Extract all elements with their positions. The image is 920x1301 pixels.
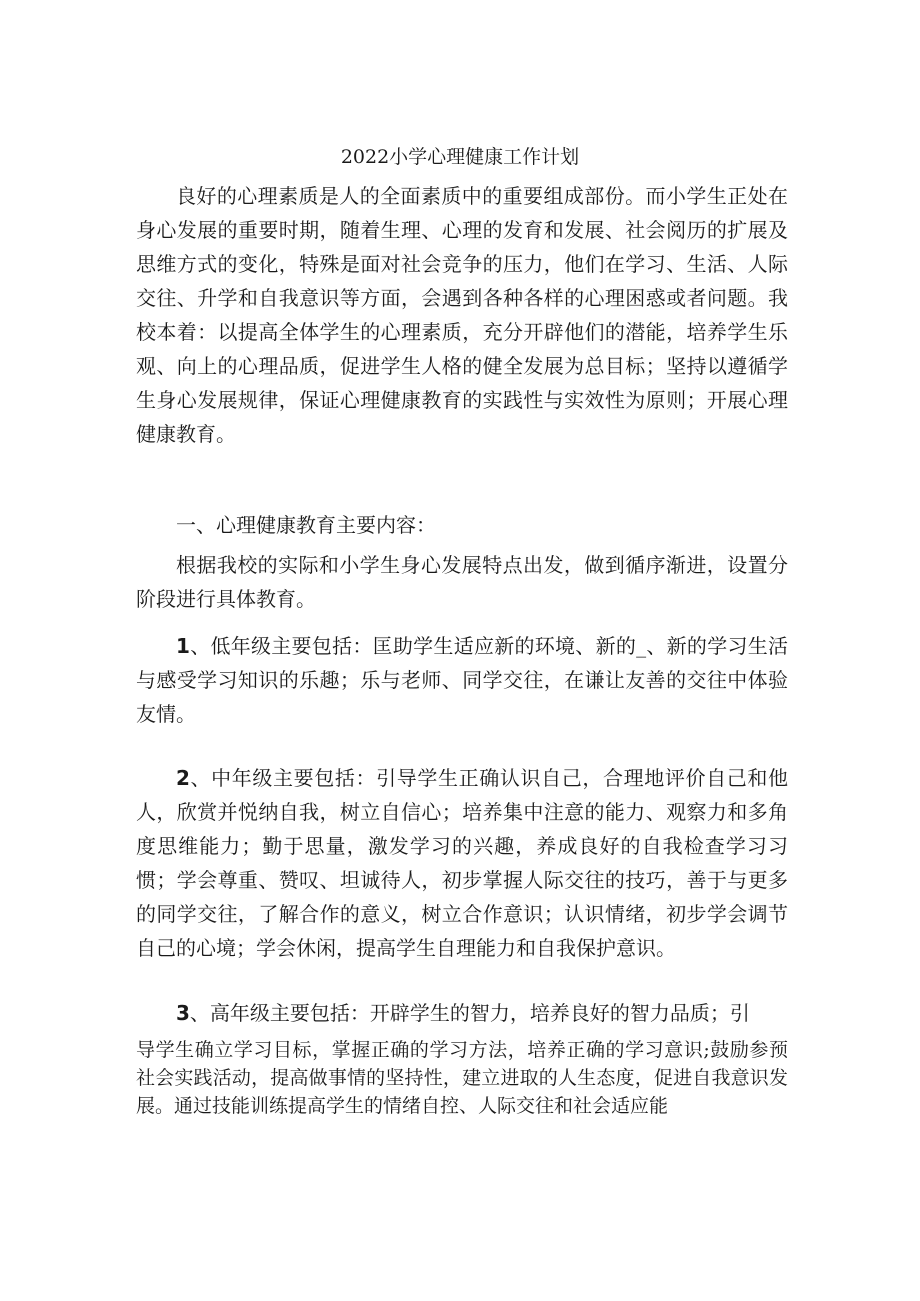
item-number-1: 1 <box>176 634 190 658</box>
middle-grade-item-text: 、中年级主要包括：引导学生正确认识自己，合理地评价自己和他人，欣赏并悦纳自我，树立自信心；培养集中注意的能力、观察力和多角度思维能力；勤于思量，激发学习的兴趣，养成良好的自我检查学习习惯；学会尊重、赞叹、坦诚待人，初步掌握人际交往的技巧，善于与更多的同学交往，了解合作的意义，树立合作意识；认识情绪，初步学会调节自己的心境；学会休闲，提高学生自理能力和自我保护意识。 <box>136 766 788 960</box>
low-grade-item-text: 、低年级主要包括：匡助学生适应新的环境、新的_、新的学习生活与感受学习知识的乐趣；乐与老师、同学交往，在谦让友善的交往中体验友情。 <box>136 634 788 726</box>
section-1-basis-paragraph: 根据我校的实际和小学生身心发展特点出发，做到循序渐进，设置分阶段进行具体教育。 <box>136 553 788 611</box>
intro-paragraph: 良好的心理素质是人的全面素质中的重要组成部份。而小学生正处在身心发展的重要时期，随着生理、心理的发育和发展、社会阅历的扩展及思维方式的变化，特殊是面对社会竞争的压力，他们在学习、生活、人际交往、升学和自我意识等方面，会遇到各种各样的心理困惑或者问题。我校本着：以提高全体学生的心理素质，充分开辟他们的潜能，培养学生乐观、向上的心理品质，促进学生人格的健全发展为总目标；坚持以遵循学生身心发展规律，保证心理健康教育的实践性与实效性为原则；开展心理健康教育。 <box>136 184 788 446</box>
low-grade-item <box>136 629 788 731</box>
high-grade-item-continuation: 导学生确立学习目标，掌握正确的学习方法，培养正确的学习意识;鼓励参预社会实践活动，提高做事情的坚持性，建立进取的人生态度，促进自我意识发展。通过技能训练提高学生的情绪自控、人际交往和社会适应能 <box>136 1039 788 1117</box>
section-1-heading: 一、心理健康教育主要内容： <box>176 513 436 537</box>
high-grade-item-text: 、高年级主要包括：开辟学生的智力，培养良好的智力品质；引 <box>189 1001 750 1025</box>
high-grade-item <box>136 996 788 1030</box>
middle-grade-item <box>136 761 788 965</box>
item-number-3: 3 <box>176 1001 190 1025</box>
document-title: 2022小学心理健康工作计划 <box>340 146 580 168</box>
item-number-2: 2 <box>176 766 190 790</box>
